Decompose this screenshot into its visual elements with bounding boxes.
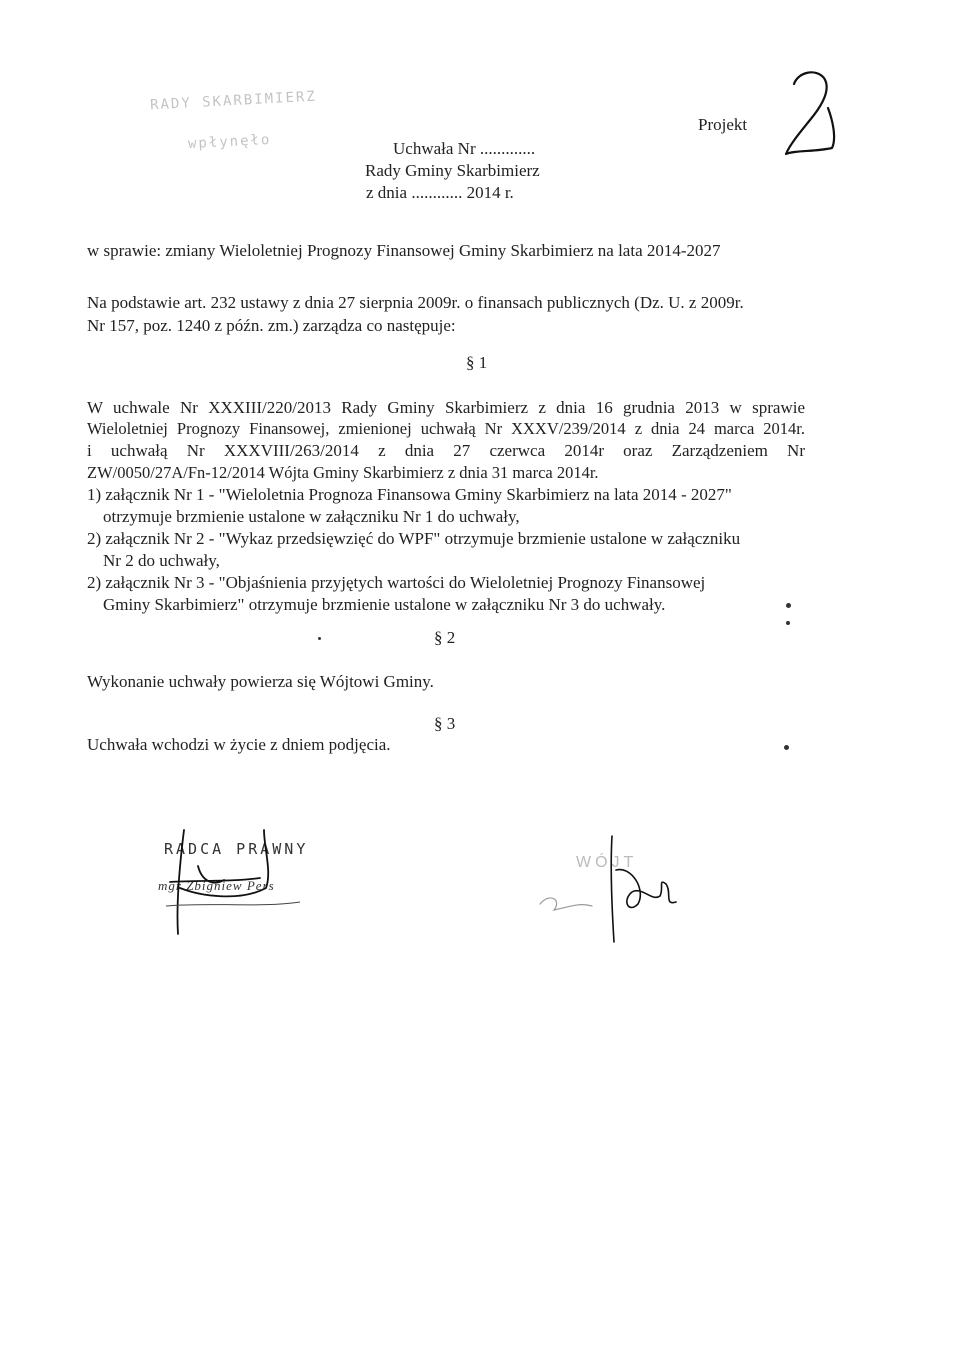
received-stamp-line1: RADY SKARBIMIERZ (149, 88, 318, 114)
resolution-number: Uchwała Nr ............. (393, 139, 536, 158)
section2-heading: § 2 (434, 628, 456, 647)
section1-para-line3: i uchwałą Nr XXXVIII/263/2014 z dnia 27 czerwca 2014r oraz Zarządzeniem Nr (87, 441, 805, 460)
attachment-item1-line1: 1) załącznik Nr 1 - "Wieloletnia Prognoza Finansowa Gminy Skarbimierz na lata 2014 - 2027" (87, 485, 732, 504)
legal-stamp-name: mgr Zbigniew Pers (158, 878, 275, 893)
legal-basis-line2: Nr 157, poz. 1240 z późn. zm.) zarządza co następuje: (87, 316, 456, 335)
projekt-label: Projekt (698, 115, 748, 134)
section1-para-line2: Wieloletniej Prognozy Finansowej, zmienionej uchwałą Nr XXXV/239/2014 z dnia 24 marca 2014r. (87, 419, 805, 438)
attachment-item3-line2: Gminy Skarbimierz" otrzymuje brzmienie ustalone w załączniku Nr 3 do uchwały. (103, 595, 666, 614)
handwritten-number-2 (780, 68, 840, 163)
speck (784, 745, 789, 750)
wojt-faint-label: WÓJT (576, 854, 638, 871)
section3-text: Uchwała wchodzi w życie z dniem podjęcia. (87, 735, 391, 754)
attachment-item1-line2: otrzymuje brzmienie ustalone w załączniku Nr 1 do uchwały, (103, 507, 520, 526)
section1-para-line1: W uchwale Nr XXXIII/220/2013 Rady Gminy Skarbimierz z dnia 16 grudnia 2013 w sprawie (87, 398, 805, 417)
speck (318, 637, 321, 640)
speck (786, 621, 790, 625)
speck (786, 603, 791, 608)
attachment-item2-line2: Nr 2 do uchwały, (103, 551, 220, 570)
section1-heading: § 1 (466, 353, 488, 372)
section1-para-line4: ZW/0050/27A/Fn-12/2014 Wójta Gminy Skarbimierz z dnia 31 marca 2014r. (87, 463, 599, 482)
subject-line: w sprawie: zmiany Wieloletniej Prognozy Finansowej Gminy Skarbimierz na lata 2014-2027 (87, 241, 721, 260)
legal-basis-line1: Na podstawie art. 232 ustawy z dnia 27 sierpnia 2009r. o finansach publicznych (Dz. U. z 2009r. (87, 293, 744, 312)
handwritten-number-text: 2 (810, 118, 811, 119)
legal-advisor-signature (140, 822, 330, 942)
section3-heading: § 3 (434, 714, 456, 733)
attachment-item3-line1: 2) załącznik Nr 3 - "Objaśnienia przyjętych wartości do Wieloletniej Prognozy Finansowej (87, 573, 706, 592)
received-stamp-line2: wpłynęło (187, 131, 272, 153)
wojt-signature (532, 830, 702, 950)
legal-stamp-title: RADCA PRAWNY (164, 840, 309, 858)
council-name: Rady Gminy Skarbimierz (365, 161, 540, 180)
section2-text: Wykonanie uchwały powierza się Wójtowi Gminy. (87, 672, 434, 691)
attachment-item2-line1: 2) załącznik Nr 2 - "Wykaz przedsięwzięć do WPF" otrzymuje brzmienie ustalone w załączniku (87, 529, 741, 548)
resolution-date: z dnia ............ 2014 r. (366, 183, 514, 202)
